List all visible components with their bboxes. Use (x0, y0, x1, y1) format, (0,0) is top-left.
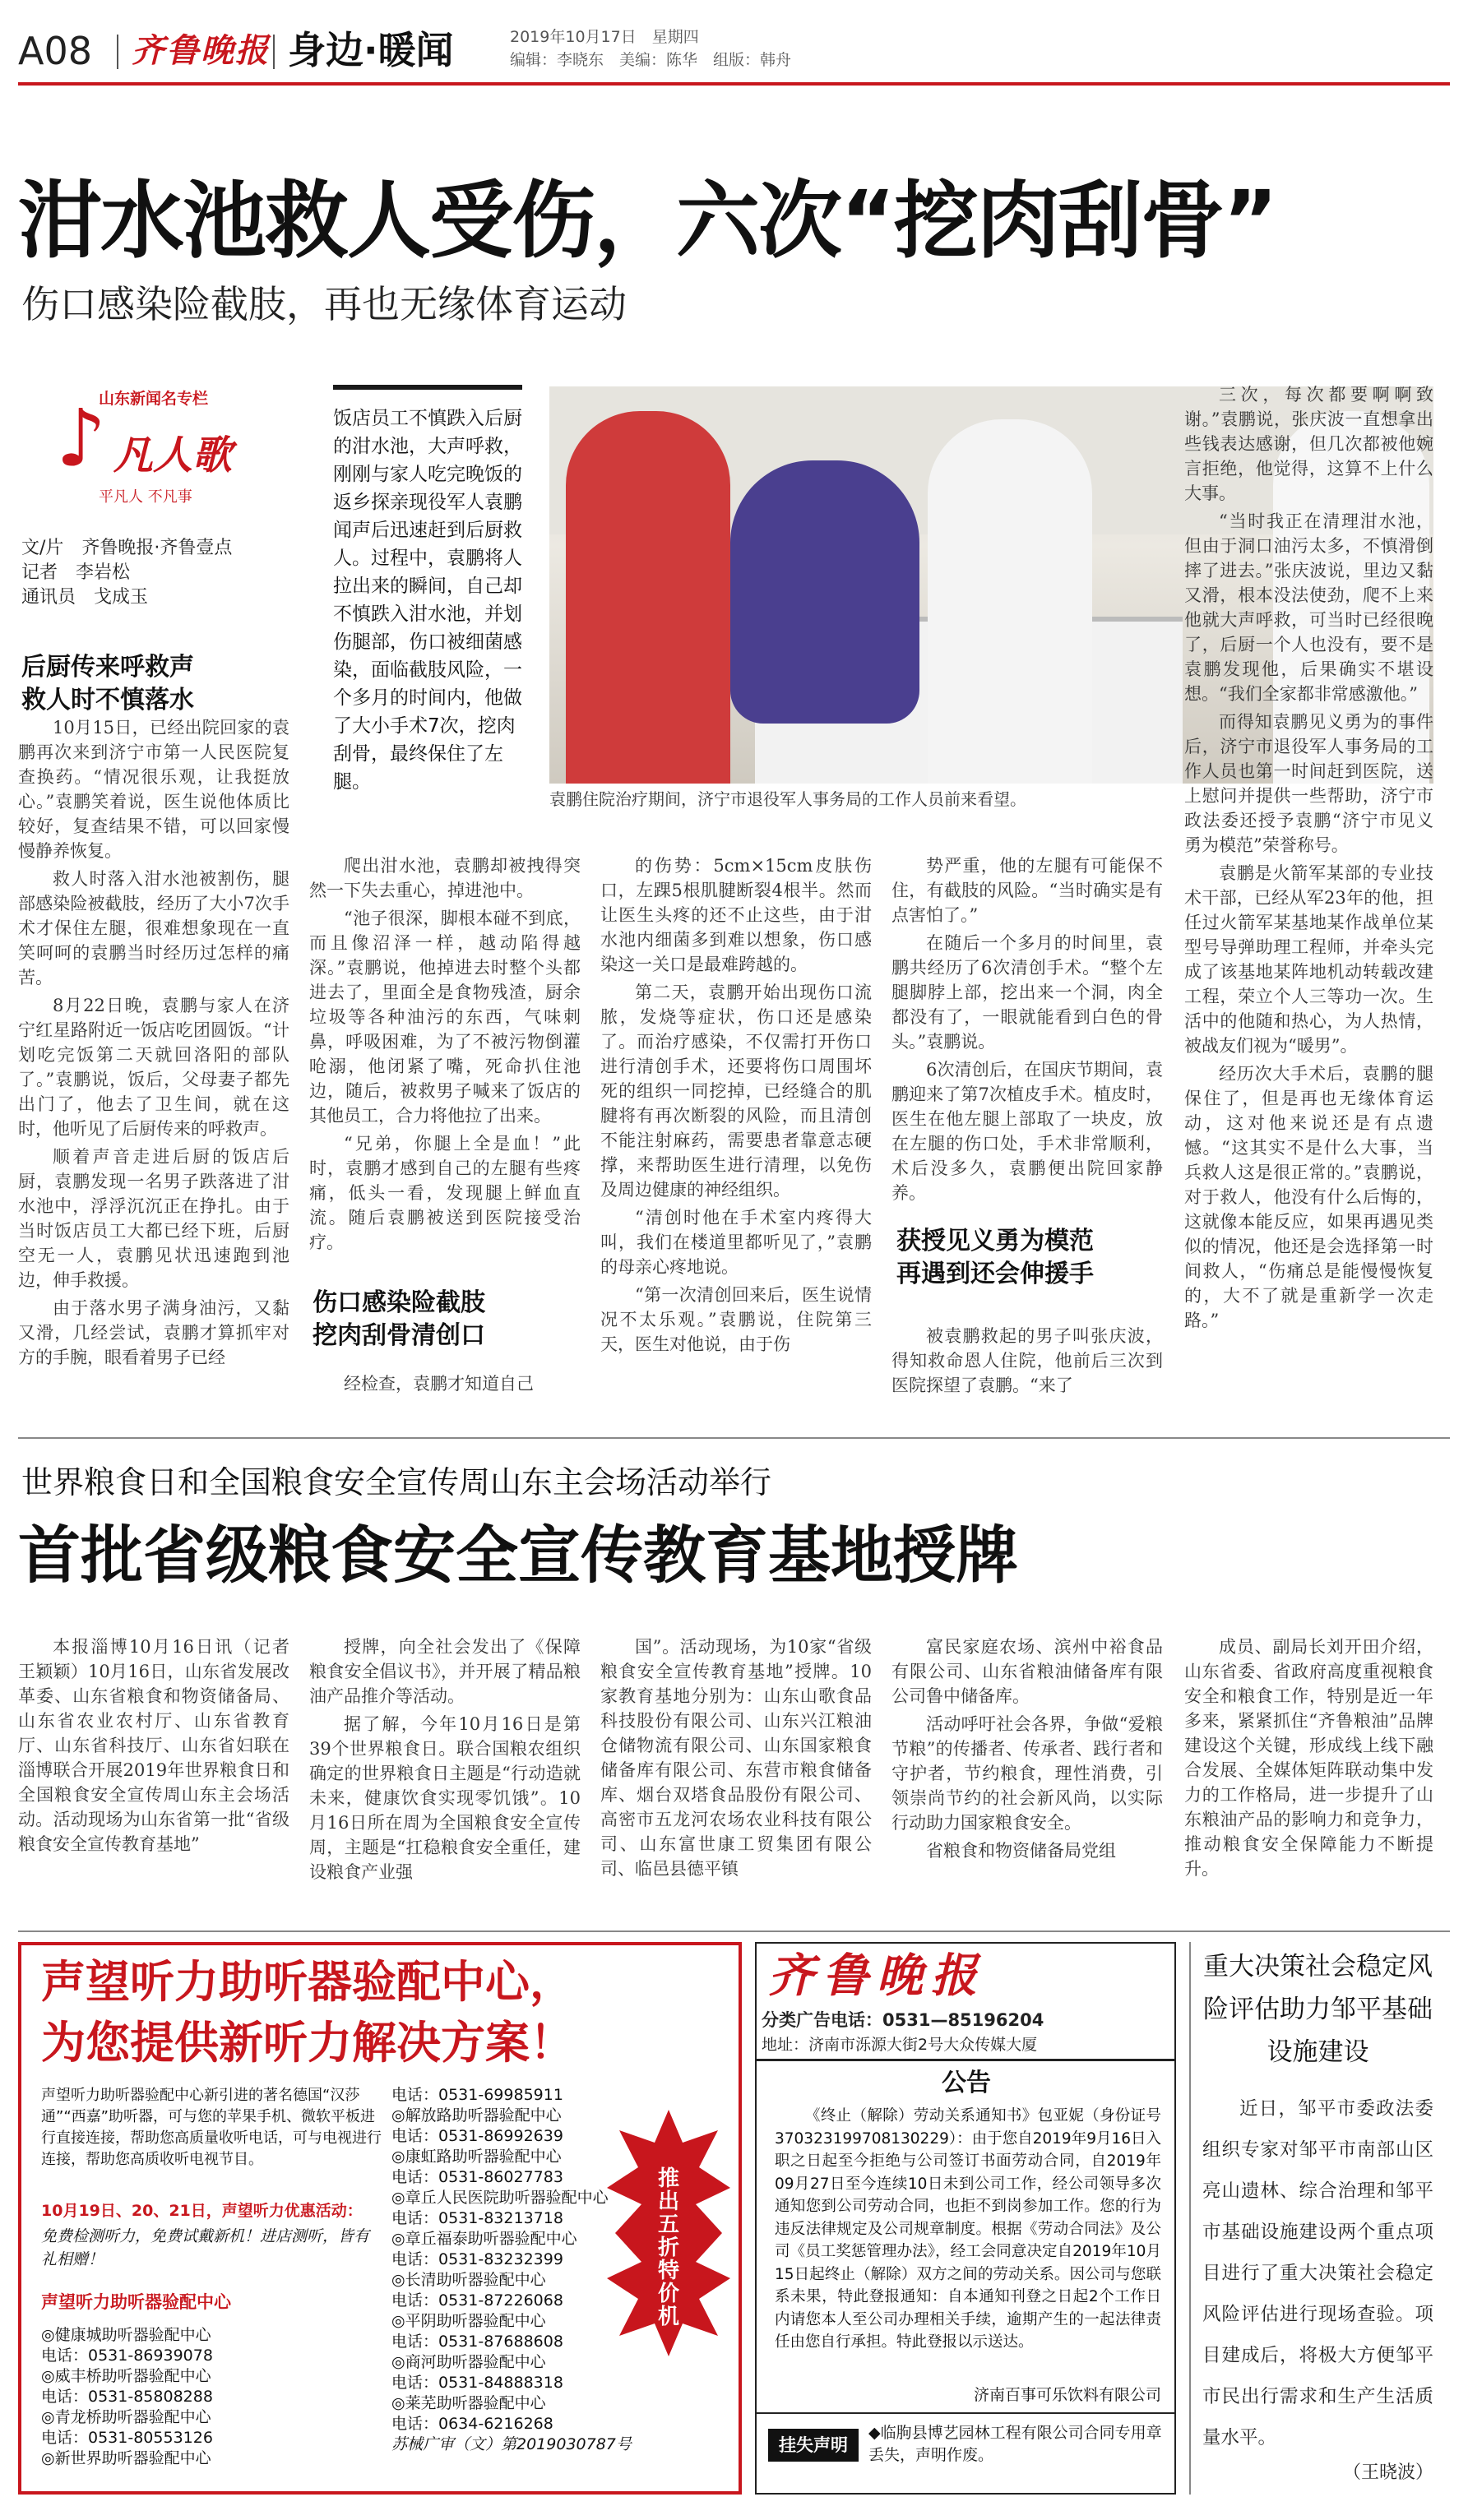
story1-column-3 (600, 853, 872, 1413)
paragraph: “清创时他在手术室内疼得大叫，我们在楼道里都听见了，”袁鹏的母亲心疼地说。 (600, 1208, 872, 1277)
page-number: A08 (18, 29, 93, 73)
paragraph: 据了解，今年10月16日是第39个世界粮食日。联合国粮农组织确定的世界粮食日主题是“行动造就未来，健康饮食实现零饥饿”。10月16日所在周为全国粮食安全宣传周，主题是“扛稳粮食安全重任，建设粮食产业强 (309, 1714, 581, 1882)
subhead-3 (896, 1225, 1168, 1291)
center-line: 电话：0531-85808288 (41, 2388, 213, 2406)
hearing-aid-ad (18, 1942, 742, 2495)
center-line: 电话：0531-80553126 (41, 2429, 213, 2447)
lead-rule (333, 385, 522, 390)
story3-headline: 重大决策社会稳定风险评估助力邹平基础设施建设 (1203, 1952, 1433, 2067)
paragraph: 三次，每次都要啊啊致谢。”袁鹏说，张庆波一直想拿出些钱表达感谢，但几次都被他婉言拒绝，他觉得，这算不上什么大事。 (1184, 385, 1433, 503)
story1-column-2b (309, 1371, 581, 1413)
paragraph: “第一次清创回来后，医生说情况不太乐观。”袁鹏说，住院第三天，医生对他说，由于伤 (600, 1285, 872, 1354)
notice-signer: 济南百事可乐饮料有限公司 (973, 2386, 1161, 2404)
center-line: ◎健康城助听器验配中心 (41, 2326, 211, 2344)
center-line: ◎长清助听器验配中心 (391, 2271, 546, 2289)
column-badge-slogan: 平凡人 不凡事 (99, 488, 192, 506)
ad-chain-title: 声望听力助听器验配中心 (41, 2292, 231, 2312)
center-line: 电话：0531-83213718 (391, 2209, 563, 2227)
paragraph: 顺着声音走进后厨的饭店后厨，袁鹏发现一名男子跌落进了泔水池中，浮浮沉沉正在挣扎。由于当时饭店员工大都已经下班，后厨空无一人，袁鹏见状迅速跑到池边，伸手救援。 (18, 1147, 289, 1290)
ad-left-centers (41, 2325, 387, 2469)
story3-divider (1189, 1942, 1191, 2495)
section-rule (18, 1437, 1450, 1439)
story1-column-2 (309, 853, 581, 1256)
paragraph: 由于落水男子满身油污，又黏又滑，几经尝试，袁鹏才算抓牢对方的手腕，眼看着男子已经 (18, 1298, 289, 1367)
column-badge (49, 386, 271, 518)
paragraph: 而得知袁鹏见义勇为的事件后，济宁市退役军人事务局的工作人员也第一时间赶到医院，送上慰问并提供一些帮助，济宁市政法委还授予袁鹏“济宁市见义勇为模范”荣誉称号。 (1184, 712, 1433, 855)
header-rule (18, 82, 1450, 86)
story2-column-4 (891, 1635, 1163, 1914)
story2-headline: 首批省级粮食安全宣传教育基地授牌 (18, 1519, 1018, 1592)
notice-address: 地址：济南市泺源大街2号大众传媒大厦 (762, 2036, 1038, 2054)
subhead-2-line-2: 挖肉刮骨清创口 (313, 1321, 485, 1350)
section-title: 身边·暖闻 (288, 28, 454, 72)
lost-text: ◆临朐县博艺园林工程有限公司合同专用章丢失，声明作废。 (868, 2424, 1162, 2464)
paragraph: 在随后一个多月的时间里，袁鹏共经历了6次清创手术。“整个左腿脚脖上部，挖出来一个洞，肉全都没有了，一眼就能看到白色的骨头。”袁鹏说。 (891, 933, 1163, 1052)
credit-1: 文/片 齐鲁晚报·齐鲁壹点 (21, 538, 233, 558)
paragraph: “兄弟，你腿上全是血！”此时，袁鹏才感到自己的左腿有些疼痛，低头一看，发现腿上鲜血直流。随后袁鹏被送到医院接受治疗。 (309, 1134, 581, 1252)
story2-kicker: 世界粮食日和全国粮食安全宣传周山东主会场活动举行 (21, 1464, 772, 1500)
ad-title-1: 声望听力助听器验配中心， (41, 1956, 574, 2008)
column-badge-name: 凡人歌 (113, 432, 233, 479)
paragraph: 第二天，袁鹏开始出现伤口流脓，发烧等症状，伤口还是感染了。而治疗感染，不仅需打开伤口进行清创手术，还要将伤口周围坏死的组织一同挖掉，已经缝合的肌腱将有再次断裂的风险，而且清创不能注射麻药，需要患者靠意志硬撑，来帮助医生进行清理，以免伤及周边健康的神经组织。 (600, 983, 872, 1200)
center-line: ◎平阴助听器验配中心 (391, 2312, 546, 2330)
story2-column-2 (309, 1635, 581, 1914)
center-line: 电话：0531-84888318 (391, 2374, 563, 2392)
lost-label: 挂失声明 (768, 2429, 859, 2462)
notice-ad (755, 1942, 1176, 2495)
subhead-1-line-2: 救人时不慎落水 (21, 686, 194, 714)
paragraph: 的伤势：5cm×15cm皮肤伤口，左踝5根肌腱断裂4根半。然而让医生头疼的还不止这些，由于泔水池内细菌多到难以想象，伤口感染这一关口是最难跨越的。 (600, 856, 872, 974)
center-line: ◎新世界助听器验配中心 (41, 2449, 211, 2467)
story1-column-4 (891, 853, 1163, 1203)
paragraph: 爬出泔水池，袁鹏却被拽得突然一下失去重心，掉进池中。 (309, 856, 581, 900)
paragraph: 救人时落入泔水池被割伤，腿部感染险被截肢，经历了大小7次手术才保住左腿，很难想象现在一直笑呵呵的袁鹏当时经历过怎样的痛苦。 (18, 869, 289, 987)
center-line: 电话：0531-87226068 (391, 2291, 563, 2310)
paragraph: 授牌，向全社会发出了《保障粮食安全倡议书》，并开展了精品粮油产品推介等活动。 (309, 1637, 581, 1706)
center-line: 电话：0531-86027783 (391, 2168, 563, 2186)
center-line: ◎康虹路助听器验配中心 (391, 2148, 562, 2166)
patient-figure (730, 460, 919, 724)
center-line: 电话：0531-86992639 (391, 2127, 563, 2145)
column-badge-top: 山东新闻名专栏 (99, 390, 209, 408)
photo-caption: 袁鹏住院治疗期间，济宁市退役军人事务局的工作人员前来看望。 (549, 789, 1026, 809)
paragraph: 省粮食和物资储备局党组 (926, 1841, 1116, 1861)
ad-intro: 声望听力助听器验配中心新引进的著名德国“汉莎通”“西嘉”助听器，可与您的苹果手机、微软平板进行直接连接，帮助您高质量收听电话，可与电视进行连接，帮助您高质收听电视节目。 (41, 2087, 382, 2168)
ad-offers: 免费检测听力，免费试戴新机！进店测听，皆有礼相赠！ (41, 2227, 370, 2268)
main-headline: 泔水池救人受伤，六次“挖肉刮骨” (18, 173, 1277, 270)
center-line: ◎威丰桥助听器验配中心 (41, 2367, 211, 2385)
paragraph: “池子很深，脚根本碰不到底，而且像沼泽一样，越动陷得越深。”袁鹏说，他掉进去时整个头都进去了，里面全是食物残渣，厨余垃圾等各种油污的东西，气味刺鼻，呼吸困难，为了不被污物倒灌呛溺，他闭紧了嘴，死命扒住池边，随后，被救男子喊来了饭店的其他员工，合力将他拉了出来。 (309, 909, 581, 1126)
subhead-3-line-2: 再遇到还会伸援手 (896, 1260, 1094, 1288)
official-figure-1 (928, 419, 1092, 784)
paragraph: 本报淄博10月16日讯（记者 王颖颖）10月16日，山东省发展改革委、山东省粮食和物资储备局、山东省农业农村厅、山东省教育厅、山东省科技厅、山东省妇联在淄博联合开展2019年世界粮食日和全国粮食安全宣传周山东主会场活动。活动现场为山东省第一批“省级粮食安全宣传教育基地” (18, 1637, 307, 1854)
center-line: 电话：0531-87688608 (391, 2333, 563, 2351)
story2-column-1 (18, 1635, 307, 1914)
paragraph: 势严重，他的左腿有可能保不住，有截肢的风险。“当时确实是有点害怕了。” (891, 856, 1163, 925)
story2-column-3 (600, 1635, 872, 1914)
paragraph: 富民家庭农场、滨州中裕食品有限公司、山东省粮油储备库有限公司鲁中储备库。 (891, 1637, 1163, 1706)
notice-title: 公告 (942, 2069, 991, 2097)
subhead-1-line-1: 后厨传来呼救声 (21, 653, 194, 682)
ad-license: 苏械广审（文）第2019030787号 (391, 2435, 632, 2453)
paragraph: 8月22日晚，袁鹏与家人在济宁红星路附近一饭店吃团圆饭。“计划吃完饭第二天就回洛阳的部队了。”袁鹏说，饭后，父母妻子都先出门了，他去了卫生间，就在这时，他听见了后厨传来的呼救声。 (18, 996, 289, 1139)
notice-logo: 齐鲁晚报 (768, 1949, 985, 2003)
center-line: 电话：0531-83232399 (391, 2250, 563, 2268)
ad-right-centers (391, 2085, 632, 2455)
music-note-icon: ♪ (56, 392, 107, 484)
center-line: ◎解放路助听器验配中心 (391, 2106, 562, 2125)
center-line: 电话：0634-6216268 (391, 2415, 553, 2433)
credit-3: 通讯员 戈成玉 (21, 587, 149, 608)
center-line: ◎青龙桥助听器验配中心 (41, 2408, 211, 2426)
notice-rule-2 (757, 2412, 1176, 2414)
center-line: ◎商河助听器验配中心 (391, 2353, 546, 2371)
header-divider-2 (273, 35, 275, 69)
story3-body: 近日，邹平市委政法委组织专家对邹平市南部山区亮山遗林、综合治理和邹平市基础设施建设两个重点项目进行了重大决策社会稳定风险评估进行现场查验。项目建成后，将极大方便邹平市民出行需求和生产生活质量水平。 (1202, 2098, 1433, 2448)
notice-phone: 分类广告电话：0531—85196204 (762, 2010, 1044, 2030)
subhead-1 (21, 651, 293, 717)
paragraph: 活动呼吁社会各界，争做“爱粮节粮”的传播者、传承者、践行者和守护者，节约粮食，理性消费，引领崇尚节约的社会新风尚，以实际行动助力国家粮食安全。 (891, 1714, 1163, 1833)
subhead-2-line-1: 伤口感染险截肢 (313, 1288, 485, 1317)
editors: 编辑：李晓东 美编：陈华 组版：韩舟 (510, 51, 792, 69)
paragraph: 6次清创后，在国庆节期间，袁鹏迎来了第7次植皮手术。植皮时，医生在他左腿上部取了一块皮，放在左腿的伤口处，手术非常顺利，术后没多久，袁鹏便出院回家静养。 (891, 1060, 1163, 1203)
story3-byline: （王晓波） (1342, 2462, 1433, 2483)
header-divider (117, 35, 118, 69)
paragraph: 10月15日，已经出院回家的袁鹏再次来到济宁市第一人民医院复查换药。“情况很乐观，让我挺放心。”袁鹏笑着说，医生说他体质比较好，复查结果不错，可以回家慢慢静养恢复。 (18, 718, 289, 861)
paragraph: 国”。活动现场，为10家“省级粮食安全宣传教育基地”授牌。10家教育基地分别为：山东山歌食品科技股份有限公司、山东兴江粮油仓储物流有限公司、山东国家粮食储备库有限公司、东营市粮食储备库、烟台双塔食品股份有限公司、高密市五龙河农场农业科技有限公司、山东富世康工贸集团有限公司、临邑县德平镇 (600, 1637, 872, 1879)
paragraph: 成员、副局长刘开田介绍，山东省委、省政府高度重视粮食安全和粮食工作，特别是近一年多来，紧紧抓住“齐鲁粮油”品牌建设这个关键，形成线上线下融合发展、全媒体矩阵联动集中发力的工作格局，进一步提升了山东粮油产品的影响力和竞争力，推动粮食安全保障能力不断提升。 (1184, 1637, 1433, 1879)
lead-paragraph: 饭店员工不慎跌入后厨的泔水池，大声呼救，刚刚与家人吃完晚饭的返乡探亲现役军人袁鹏闻声后迅速赶到后厨救人。过程中，袁鹏将人拉出来的瞬间，自己却不慎跌入泔水池，并划伤腿部，伤口被细菌感染，面临截肢风险，一个多月的时间内，他做了大小手术7次，挖肉刮骨，最终保住了左腿。 (333, 408, 522, 793)
main-subheadline: 伤口感染险截肢，再也无缘体育运动 (21, 282, 627, 326)
story1-column-4b (891, 1324, 1163, 1414)
paragraph: “当时我正在清理泔水池，但由于洞口油污太多，不慎滑倒摔了进去。”张庆波说，里边又黏又滑，根本没法使劲，爬不上来他就大声呼救，可当时已经很晚了，后厨一个人也没有，要不是袁鹏发现他，后果确实不堪设想。“我们全家都非常感激他。” (1184, 511, 1433, 704)
ad-title-2: 为您提供新听力解决方案！ (41, 2017, 574, 2069)
center-line: ◎章丘人民医院助听器验配中心 (391, 2189, 609, 2207)
center-line: ◎莱芜助听器验配中心 (391, 2394, 546, 2412)
story1-column-5 (1184, 382, 1433, 1414)
subhead-2 (313, 1287, 584, 1352)
center-line: ◎章丘福泰助听器验配中心 (391, 2230, 577, 2248)
paragraph: 经历次大手术后，袁鹏的腿保住了，但是再也无缘体育运动，这对他来说还是有点遗憾。“这其实不是什么大事，当兵救人这是很正常的。”袁鹏说，对于救人，他没有什么后悔的，这就像本能反应，如果再遇见类似的情况，他还是会选择第一时间救人，“伤痛总是能慢慢恢复的，大不了就是重新学一次走路。” (1184, 1064, 1433, 1330)
subhead-3-line-1: 获授见义勇为模范 (896, 1227, 1094, 1255)
paragraph: 袁鹏是火箭军某部的专业技术干部，已经从军23年的他，担任过火箭军某基地某作战单位某型号导弹助理工程师，并牵头完成了该基地某阵地机动转载改建工程，荣立个人三等功一次。生活中的他随和热心，为人热情，被战友们视为“暖男”。 (1184, 863, 1433, 1056)
paragraph: 经检查，袁鹏才知道自己 (344, 1374, 534, 1394)
badge-text: 推出五折特价机 (657, 2166, 679, 2329)
credit-2: 记者 李岩松 (21, 562, 131, 583)
notice-body: 《终止（解除）劳动关系通知书》包亚妮（身份证号37032319970813022​9）：由于您自2019年9月16日入职之日起至今拒绝与公司签订书面劳动合同，自2019年09月27日至今连续10日未到公司工作，经公司领导多次通知您到公司劳动合同，也拒不到岗参加工作。您的行为违反法律规定及公司规章制度。根据《劳动合同法》及公司《员工奖惩管理办法》，经工会同意决定自2019年10月15日起终止（解除）双方之间的劳动关系。因公司与您联系未果，特此登报通知：自本通知刊登之日起2个工作日内请您本人至公司办理相关手续，逾期产生的一起法律责任由您自行承担。特此登报以示送达。 (775, 2107, 1162, 2351)
issue-date: 2019年10月17日 星期四 (510, 28, 699, 46)
ads-rule (18, 1930, 1450, 1932)
center-line: 电话：0531-86939078 (41, 2347, 213, 2365)
story1-column-1 (18, 715, 289, 1414)
woman-figure (566, 411, 730, 784)
paragraph: 被袁鹏救起的男子叫张庆波，得知救命恩人住院，他前后三次到医院探望了袁鹏。“来了 (891, 1326, 1163, 1395)
header-logo: 齐鲁晚报 (132, 31, 270, 70)
ad-event: 10月19日、20、21日，声望听力优惠活动： (41, 2202, 363, 2220)
story2-column-5 (1184, 1635, 1433, 1914)
notice-rule (757, 2059, 1176, 2061)
center-line: 电话：0531-69985911 (391, 2086, 563, 2104)
